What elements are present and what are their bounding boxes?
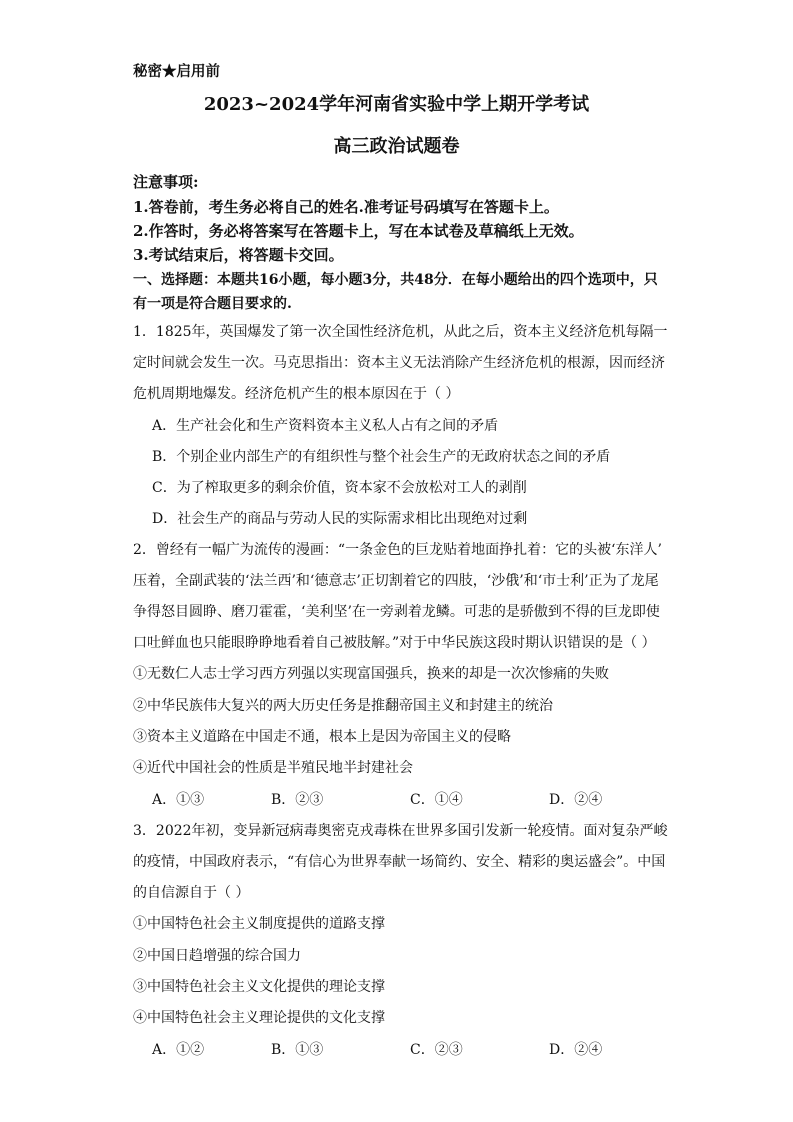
question-3-text: 的疫情，中国政府表示，“有信心为世界奉献一场简约、安全、精彩的奥运盛会”。中国 [133, 854, 666, 870]
question-3-answer-a: A．①② [152, 1042, 205, 1058]
question-2-text: 争得怒目圆睁、磨刀霍霍，‘美利坚’在一旁剥着龙鳞。可悲的是骄傲到不得的巨龙即使 [133, 604, 660, 620]
question-3-statement: ③中国特色社会主义文化提供的理论支撑 [133, 979, 385, 995]
question-2-statement: ④近代中国社会的性质是半殖民地半封建社会 [133, 760, 413, 776]
section-instruction: 一、选择题：本题共16小题，每小题3分，共48分．在每小题给出的四个选项中，只 [133, 272, 658, 288]
question-3-text: 3．2022年初，变异新冠病毒奥密克戎毒株在世界多国引发新一轮疫情。面对复杂严峻 [133, 823, 668, 839]
question-1-option-c: C．为了榨取更多的剩余价值，资本家不会放松对工人的剥削 [152, 480, 527, 496]
question-2-statement: ①无数仁人志士学习西方列强以实现富国强兵，换来的却是一次次惨痛的失败 [133, 666, 609, 682]
question-2-statement: ②中华民族伟大复兴的两大历史任务是推翻帝国主义和封建主的统治 [133, 698, 553, 714]
question-3-statement: ①中国特色社会主义制度提供的道路支撑 [133, 916, 385, 932]
question-1-text: 危机周期地爆发。经济危机产生的根本原因在于（ ） [133, 386, 460, 402]
question-3-answer-d: D．②④ [549, 1042, 603, 1058]
question-2-answer-d: D．②④ [549, 792, 603, 808]
question-2-answer-b: B．②③ [271, 792, 324, 808]
question-1-option-a: A．生产社会化和生产资料资本主义私人占有之间的矛盾 [152, 418, 499, 434]
question-1-option-b: B．个别企业内部生产的有组织性与整个社会生产的无政府状态之间的矛盾 [152, 449, 611, 465]
question-1-text: 1．1825年，英国爆发了第一次全国性经济危机，从此之后，资本主义经济危机每隔一 [133, 324, 668, 340]
question-3-answer-c: C．②③ [410, 1042, 463, 1058]
question-3-statement: ④中国特色社会主义理论提供的文化支撑 [133, 1010, 385, 1026]
question-2-answer-a: A．①③ [152, 792, 205, 808]
question-2-text: 压着，全副武装的‘法兰西’和‘德意志’正切割着它的四肢，‘沙俄’和‘市士利’正为了龙尾 [133, 573, 659, 589]
question-3-statement: ②中国日趋增强的综合国力 [133, 948, 301, 964]
question-2-statement: ③资本主义道路在中国走不通，根本上是因为帝国主义的侵略 [133, 729, 511, 745]
notice-item: 3.考试结束后，将答题卡交回。 [133, 246, 344, 264]
question-2-text: 2．曾经有一幅广为流传的漫画：“一条金色的巨龙贴着地面挣扎着：它的头被‘东洋人’ [133, 542, 662, 558]
question-3-text: 的自信源自于（ ） [133, 885, 250, 901]
notice-heading: 注意事项: [133, 173, 199, 191]
exam-title: 2023~2024学年河南省实验中学上期开学考试 [203, 94, 590, 115]
question-1-option-d: D．社会生产的商品与劳动人民的实际需求相比出现绝对过剩 [152, 511, 528, 527]
section-instruction: 有一项是符合题目要求的. [133, 296, 292, 312]
question-2-answer-c: C．①④ [410, 792, 463, 808]
exam-subtitle: 高三政治试题卷 [333, 136, 460, 157]
question-3-answer-b: B．①③ [271, 1042, 324, 1058]
question-1-text: 定时间就会发生一次。马克思指出：资本主义无法消除产生经济危机的根源，因而经济 [133, 355, 665, 371]
question-2-text: 口吐鲜血也只能眼睁睁地看着自己被肢解。”对于中华民族这段时期认识错误的是（ ） [133, 635, 656, 651]
notice-item: 2.作答时，务必将答案写在答题卡上，写在本试卷及草稿纸上无效。 [133, 222, 584, 240]
confidential-mark: 秘密★启用前 [133, 63, 220, 80]
notice-item: 1.答卷前，考生务必将自己的姓名.准考证号码填写在答题卡上。 [133, 198, 559, 216]
